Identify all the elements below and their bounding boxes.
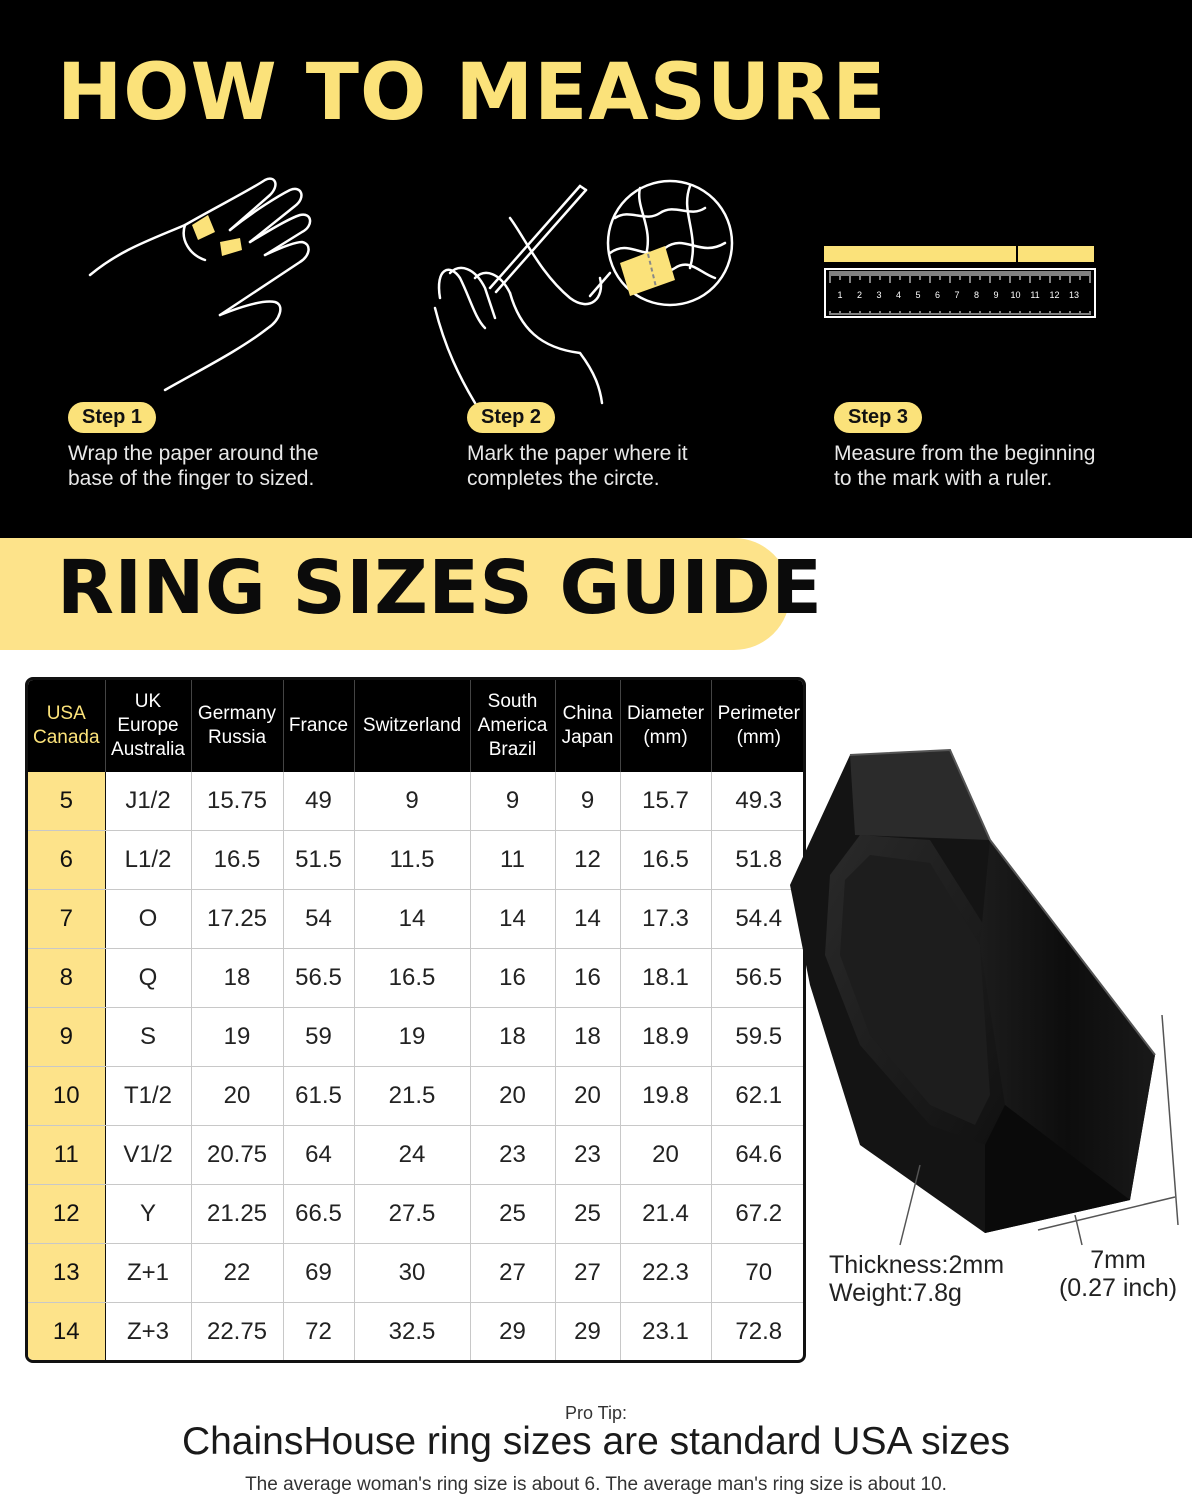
size-cell: 19.8 [620, 1066, 711, 1125]
step-1-badge: Step 1 [68, 402, 156, 433]
size-cell: 25 [470, 1184, 555, 1243]
step-2-text: Mark the paper where it completes the circte. [467, 442, 688, 490]
ruler-number: 1 [837, 290, 843, 300]
ruler-number: 6 [934, 290, 941, 300]
table-row [28, 890, 806, 949]
hand-wrap-icon [80, 170, 320, 400]
size-cell: 51.8 [711, 831, 806, 890]
size-cell: 20 [470, 1066, 555, 1125]
usa-size-cell: 13 [28, 1243, 105, 1302]
guide-title: RING SIZES GUIDE [57, 545, 823, 631]
width-mm-label: 7mm [1090, 1246, 1146, 1274]
size-cell: 18 [191, 949, 283, 1008]
size-cell: 9 [470, 772, 555, 831]
size-cell: 16.5 [354, 949, 470, 1008]
table-row [28, 1125, 806, 1184]
size-cell: 67.2 [711, 1184, 806, 1243]
size-cell: 27 [470, 1243, 555, 1302]
size-cell: 9 [555, 772, 620, 831]
usa-size-cell: 6 [28, 831, 105, 890]
size-cell: 59.5 [711, 1008, 806, 1067]
column-header: South America Brazil [470, 680, 555, 772]
size-cell: 61.5 [283, 1066, 354, 1125]
size-cell: 21.5 [354, 1066, 470, 1125]
size-cell: O [105, 890, 191, 949]
column-header: UK Europe Australia [105, 680, 191, 772]
ruler-number: 5 [915, 290, 921, 300]
step-2-badge: Step 2 [467, 402, 555, 433]
usa-size-cell: 14 [28, 1302, 105, 1361]
size-cell: 29 [555, 1302, 620, 1361]
pro-tip-label: Pro Tip: [564, 1403, 628, 1423]
size-cell: 20 [620, 1125, 711, 1184]
ring-specs [829, 1251, 1004, 1307]
ring-width [1053, 1246, 1183, 1302]
step-3 [834, 402, 1096, 491]
ruler-number: 11 [1030, 290, 1040, 300]
ruler-number: 13 [1068, 290, 1080, 300]
column-header: France [283, 680, 354, 772]
column-header: Switzerland [354, 680, 470, 772]
column-header: Germany Russia [191, 680, 283, 772]
size-cell: 18 [555, 1008, 620, 1067]
size-cell: 19 [354, 1008, 470, 1067]
table-header-row [28, 680, 806, 772]
table-row [28, 1302, 806, 1361]
usa-size-cell: 8 [28, 949, 105, 1008]
width-inch-label: (0.27 inch) [1058, 1274, 1178, 1302]
size-cell: 30 [354, 1243, 470, 1302]
size-cell: J1/2 [105, 772, 191, 831]
size-cell: 23 [555, 1125, 620, 1184]
size-cell: 32.5 [354, 1302, 470, 1361]
ruler-number: 7 [954, 290, 960, 300]
size-table [25, 677, 806, 1363]
size-cell: 54 [283, 890, 354, 949]
size-cell: 56.5 [283, 949, 354, 1008]
size-cell: 64.6 [711, 1125, 806, 1184]
table-row [28, 831, 806, 890]
size-cell: Z+3 [105, 1302, 191, 1361]
size-cell: 54.4 [711, 890, 806, 949]
pro-tip-headline: ChainsHouse ring sizes are standard USA sizes [181, 1420, 1011, 1463]
size-cell: 12 [555, 831, 620, 890]
ruler-icon [822, 244, 1097, 320]
size-cell: 72 [283, 1302, 354, 1361]
size-cell: 22.75 [191, 1302, 283, 1361]
size-cell: 69 [283, 1243, 354, 1302]
size-cell: 14 [354, 890, 470, 949]
size-cell: 14 [470, 890, 555, 949]
size-cell: 64 [283, 1125, 354, 1184]
size-cell: 27.5 [354, 1184, 470, 1243]
usa-size-cell: 7 [28, 890, 105, 949]
size-cell: 18.1 [620, 949, 711, 1008]
size-cell: Z+1 [105, 1243, 191, 1302]
size-cell: Y [105, 1184, 191, 1243]
size-cell: Q [105, 949, 191, 1008]
size-cell: 16 [470, 949, 555, 1008]
step-1-text: Wrap the paper around the base of the finger to sized. [68, 442, 319, 490]
usa-size-cell: 5 [28, 772, 105, 831]
size-cell: 24 [354, 1125, 470, 1184]
size-cell: 21.25 [191, 1184, 283, 1243]
how-to-measure-panel [0, 0, 1192, 538]
size-cell: 27 [555, 1243, 620, 1302]
how-to-measure-title: HOW TO MEASURE [57, 48, 887, 138]
usa-size-cell: 10 [28, 1066, 105, 1125]
size-cell: L1/2 [105, 831, 191, 890]
size-cell: 16.5 [620, 831, 711, 890]
size-cell: 15.75 [191, 772, 283, 831]
thickness-label: Thickness:2mm [829, 1251, 1005, 1279]
size-cell: 51.5 [283, 831, 354, 890]
size-cell: T1/2 [105, 1066, 191, 1125]
size-cell: 70 [711, 1243, 806, 1302]
size-cell: 25 [555, 1184, 620, 1243]
table-row [28, 1184, 806, 1243]
size-cell: 14 [555, 890, 620, 949]
size-cell: 49.3 [711, 772, 806, 831]
size-cell: 22 [191, 1243, 283, 1302]
size-cell: 62.1 [711, 1066, 806, 1125]
pen-mark-icon [430, 178, 750, 406]
size-cell: 72.8 [735, 1317, 783, 1345]
ruler-number: 2 [856, 290, 863, 300]
size-cell: 59 [283, 1008, 354, 1067]
size-cell: 20 [191, 1066, 283, 1125]
column-header: China Japan [555, 680, 620, 772]
size-cell: 23.1 [620, 1302, 711, 1361]
average-size-note: The average woman's ring size is about 6. The average man's ring size is about 10. [245, 1474, 947, 1495]
size-cell: 17.3 [620, 890, 711, 949]
table-row [28, 1066, 806, 1125]
size-cell: 22.3 [620, 1243, 711, 1302]
ruler-number: 9 [993, 290, 999, 300]
column-header: Diameter (mm) [620, 680, 711, 772]
size-cell: 56.5 [711, 949, 806, 1008]
size-cell: 29 [470, 1302, 555, 1361]
size-cell: 21.4 [620, 1184, 711, 1243]
ruler-number: 8 [973, 290, 980, 300]
weight-label: Weight:7.8g [829, 1279, 962, 1307]
size-cell: 9 [354, 772, 470, 831]
usa-size-cell: 9 [28, 1008, 105, 1067]
size-cell: 11 [470, 831, 555, 890]
size-cell: 20.75 [191, 1125, 283, 1184]
step-1 [68, 402, 319, 491]
column-header: Perimeter (mm) [711, 680, 806, 772]
size-cell: 49 [283, 772, 354, 831]
table-row [28, 1008, 806, 1067]
size-cell: 20 [555, 1066, 620, 1125]
size-cell: V1/2 [105, 1125, 191, 1184]
size-cell: 66.5 [283, 1184, 354, 1243]
size-cell: 16 [555, 949, 620, 1008]
ruler-number: 12 [1049, 290, 1060, 300]
table-row [28, 949, 806, 1008]
step-2 [467, 402, 688, 491]
hex-ring-image [780, 745, 1192, 1305]
size-cell: 15.7 [620, 772, 711, 831]
size-cell: 11.5 [354, 831, 470, 890]
size-cell: 16.5 [191, 831, 283, 890]
step-3-text: Measure from the beginning to the mark with a ruler. [834, 442, 1096, 490]
ruler-number: 4 [895, 290, 902, 300]
size-cell: 17.25 [191, 890, 283, 949]
ruler-number: 10 [1010, 290, 1021, 300]
usa-size-cell: 12 [28, 1184, 105, 1243]
size-cell: 19 [191, 1008, 283, 1067]
column-header: USA Canada [28, 680, 105, 772]
size-cell: 18.9 [620, 1008, 711, 1067]
table-row [28, 1243, 806, 1302]
table-body [28, 772, 806, 1361]
step-3-badge: Step 3 [834, 402, 922, 433]
usa-size-cell: 11 [28, 1125, 105, 1184]
size-cell: 23 [470, 1125, 555, 1184]
size-cell: S [105, 1008, 191, 1067]
table-row [28, 772, 806, 831]
ruler-number: 3 [876, 290, 882, 300]
size-cell: 18 [470, 1008, 555, 1067]
